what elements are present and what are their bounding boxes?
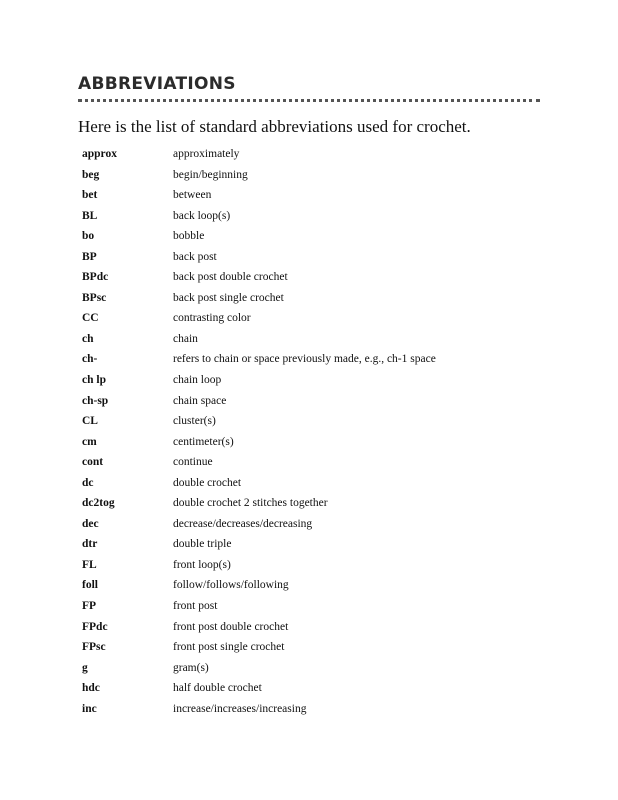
abbreviation-definition: chain space [173, 394, 227, 407]
abbreviation-row [82, 353, 552, 374]
abbreviation-definition: cluster(s) [173, 415, 216, 428]
abbreviation-term: BPdc [82, 271, 109, 284]
abbreviation-definition: back post [173, 250, 217, 263]
abbreviation-term: cm [82, 435, 97, 448]
abbreviation-term: bo [82, 230, 95, 243]
abbreviation-term: FL [82, 558, 97, 571]
abbreviation-term: ch-sp [82, 394, 109, 407]
abbreviation-definition: follow/follows/following [173, 579, 289, 592]
abbreviation-term: CC [82, 312, 99, 325]
abbreviation-term: hdc [82, 682, 100, 695]
abbreviation-term: dc [82, 476, 94, 489]
abbreviation-term: ch- [82, 353, 98, 366]
abbreviation-term: BPsc [82, 291, 107, 304]
abbreviation-term: FPdc [82, 620, 108, 633]
abbreviation-row [82, 169, 552, 190]
dotted-divider [78, 99, 540, 102]
abbreviation-row [82, 662, 552, 683]
abbreviation-term: ch [82, 332, 94, 345]
abbreviation-term: bet [82, 189, 98, 202]
abbreviation-definition: begin/beginning [173, 168, 248, 181]
abbreviation-term: CL [82, 415, 98, 428]
abbreviation-definition: contrasting color [173, 312, 251, 325]
abbreviation-term: dtr [82, 538, 98, 551]
intro-paragraph: Here is the list of standard abbreviations used for crochet. [78, 117, 471, 136]
abbreviation-definition: double crochet [173, 476, 242, 489]
abbreviation-definition: increase/increases/increasing [173, 702, 307, 715]
abbreviation-definition: gram(s) [173, 661, 209, 674]
abbreviation-definition: front loop(s) [173, 558, 231, 571]
abbreviation-row [82, 477, 552, 498]
abbreviation-row [82, 415, 552, 436]
abbreviation-definition: back post single crochet [173, 291, 284, 304]
abbreviation-definition: decrease/decreases/decreasing [173, 517, 313, 530]
abbreviation-term: ch lp [82, 374, 106, 387]
abbreviation-row [82, 641, 552, 662]
abbreviation-row [82, 333, 552, 354]
abbreviation-term: FP [82, 600, 97, 613]
abbreviation-row [82, 251, 552, 272]
abbreviation-row [82, 559, 552, 580]
abbreviation-row [82, 600, 552, 621]
abbreviation-definition: chain loop [173, 374, 222, 387]
abbreviation-row [82, 292, 552, 313]
abbreviation-term: dec [82, 517, 99, 530]
abbreviation-term: beg [82, 168, 100, 181]
abbreviation-definition: chain [173, 332, 198, 345]
abbreviation-row [82, 682, 552, 703]
abbreviation-row [82, 456, 552, 477]
abbreviation-definition: between [173, 189, 212, 202]
abbreviation-row [82, 210, 552, 231]
abbreviation-row [82, 621, 552, 642]
abbreviation-term: BL [82, 209, 98, 222]
abbreviation-row [82, 271, 552, 292]
abbreviation-row [82, 230, 552, 251]
abbreviation-row [82, 436, 552, 457]
abbreviation-definition: front post [173, 600, 218, 613]
abbreviation-row [82, 374, 552, 395]
abbreviation-row [82, 703, 552, 724]
abbreviation-definition: centimeter(s) [173, 435, 234, 448]
abbreviation-definition: back post double crochet [173, 271, 288, 284]
abbreviation-definition: front post double crochet [173, 620, 289, 633]
abbreviation-row [82, 497, 552, 518]
abbreviation-definition: double triple [173, 538, 232, 551]
abbreviation-definition: half double crochet [173, 682, 262, 695]
abbreviation-definition: double crochet 2 stitches together [173, 497, 328, 510]
abbreviation-row [82, 148, 552, 169]
abbreviation-list [82, 148, 552, 723]
abbreviation-row [82, 189, 552, 210]
abbreviation-definition: bobble [173, 230, 205, 243]
abbreviation-term: inc [82, 702, 97, 715]
abbreviation-row [82, 538, 552, 559]
abbreviation-row [82, 579, 552, 600]
abbreviation-definition: refers to chain or space previously made, e.g., ch-1 space [173, 353, 436, 366]
abbreviation-term: foll [82, 579, 98, 592]
abbreviation-definition: back loop(s) [173, 209, 231, 222]
abbreviation-term: dc2tog [82, 497, 115, 510]
abbreviation-term: cont [82, 456, 104, 469]
abbreviation-row [82, 312, 552, 333]
abbreviation-definition: continue [173, 456, 213, 469]
abbreviation-definition: approximately [173, 148, 240, 160]
abbreviation-term: FPsc [82, 641, 106, 654]
page-heading: ABBREVIATIONS [78, 74, 236, 94]
abbreviation-term: BP [82, 250, 97, 263]
abbreviation-row [82, 395, 552, 416]
abbreviation-term: approx [82, 148, 117, 160]
abbreviation-definition: front post single crochet [173, 641, 285, 654]
abbreviation-term: g [82, 661, 88, 674]
abbreviation-row [82, 518, 552, 539]
